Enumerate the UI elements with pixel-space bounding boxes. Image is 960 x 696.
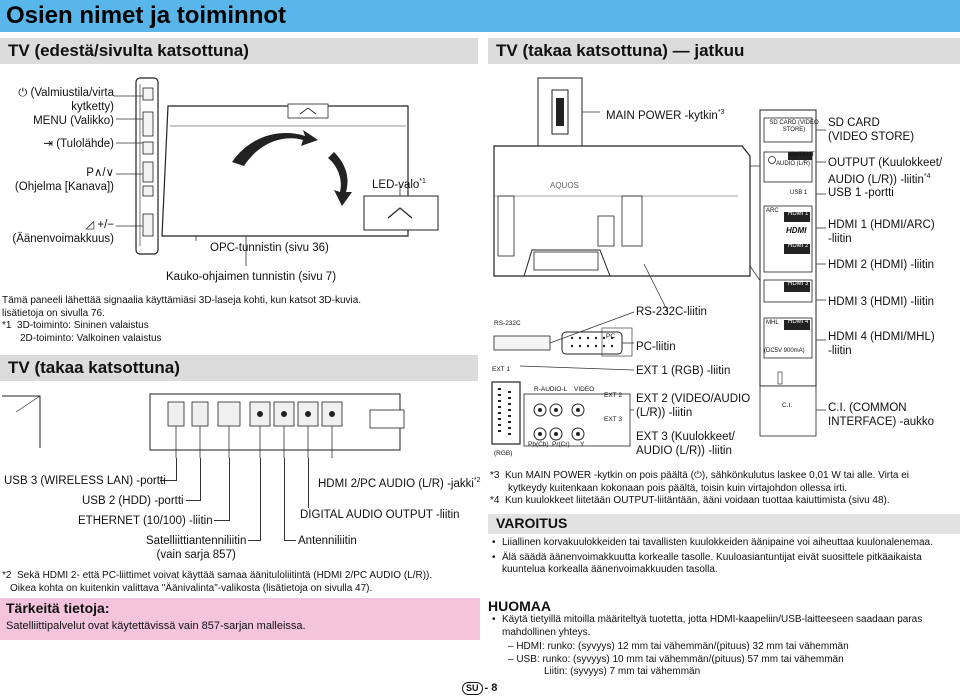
panel-usb1: USB 1 bbox=[790, 190, 808, 196]
important-info-box bbox=[0, 598, 480, 640]
leader-satellite-h bbox=[248, 540, 261, 541]
label-input: ⇥ (Tulolähde) bbox=[43, 138, 114, 150]
label-usb3: USB 3 (WIRELESS LAN) -portti bbox=[4, 475, 166, 487]
panel-sd-card: SD CARD (VIDEO STORE) bbox=[769, 120, 819, 133]
label-hdmi2pc: HDMI 2/PC AUDIO (L/R) -jakki$^{*2}$ bbox=[318, 477, 481, 490]
panel-video: VIDEO bbox=[574, 386, 595, 393]
panel-ext3: EXT 3 bbox=[604, 416, 622, 423]
page-number: SU - 8 bbox=[462, 682, 497, 695]
label-digital-audio: DIGITAL AUDIO OUTPUT -liitin bbox=[300, 509, 460, 521]
panel-hdmi2: HDMI 2 bbox=[788, 243, 809, 249]
label-main-power: MAIN POWER -kytkin$^{*3}$ bbox=[606, 109, 725, 122]
warning-header bbox=[488, 514, 960, 534]
label-satellite: Satelliittiantenniliitin (vain sarja 857) bbox=[146, 535, 247, 561]
panel-pb: Pb(Cb) bbox=[528, 441, 549, 448]
panel-ci: C.I. bbox=[782, 402, 793, 409]
front-notes: Tämä paneeli lähettää signaalia käyttämiäsi 3D-laseja kohti, kun katsot 3D-kuvia. lisätietoja on sivulla 76. *1 3D-toiminto: Sininen valaistus 2D-toiminto: Valkoinen valaistus bbox=[2, 295, 362, 344]
label-hdmi2: HDMI 2 (HDMI) -liitin bbox=[828, 259, 935, 271]
note-sub-usb: – USB: runko: (syvyys) 10 mm tai vähemmän/(pituus) 57 mm tai vähemmän bbox=[508, 653, 844, 665]
leader-antenna bbox=[284, 458, 285, 540]
panel-dc5v: (DC5V 900mA) bbox=[764, 348, 805, 354]
label-output: OUTPUT (Kuulokkeet/ AUDIO (L/R)) -liitin$^{*4}$ bbox=[828, 157, 943, 186]
warning-item: • Älä säädä äänenvoimakkuutta korkealle tasolle. Kuuloasiantuntijat eivät suosittele pitkäaikaista kuuntelua korkealla äänenvoimakkuuden tasolla. bbox=[490, 552, 958, 577]
panel-rs232c: RS-232C bbox=[494, 320, 521, 327]
important-title: Tärkeitä tietoja: bbox=[6, 600, 110, 616]
panel-rgb: (RGB) bbox=[494, 450, 513, 457]
leader-digital-audio bbox=[308, 458, 309, 508]
label-channel: P∧/∨ (Ohjelma [Kanava]) bbox=[14, 167, 114, 193]
label-ci: C.I. (COMMON INTERFACE) -aukko bbox=[828, 402, 935, 428]
warning-item: • Liiallinen korvakuulokkeiden tai tavallisten kuulokkeiden äänipaine voi aiheuttaa kuulonalenemaa. bbox=[490, 537, 958, 550]
label-remote-sensor: Kauko-ohjaimen tunnistin (sivu 7) bbox=[166, 271, 337, 283]
leader-ethernet bbox=[229, 458, 230, 520]
ext1-scart bbox=[492, 382, 520, 444]
label-volume: ◿ +/− (Äänenvoimakkuus) bbox=[12, 219, 114, 245]
panel-ext2: EXT 2 bbox=[604, 392, 622, 399]
section-rear bbox=[0, 355, 478, 381]
section-rear-continued bbox=[488, 38, 960, 64]
leader-usb2 bbox=[200, 458, 201, 500]
aquos-logo: AQUOS bbox=[550, 181, 579, 190]
channel-up-down-icon: ∧/∨ bbox=[93, 167, 114, 179]
label-hdmi1: HDMI 1 (HDMI/ARC) -liitin bbox=[828, 219, 935, 245]
label-sd-card: SD CARD (VIDEO STORE) bbox=[828, 117, 915, 143]
note-sub-hdmi: – HDMI: runko: (syvyys) 12 mm tai vähemmän/(pituus) 32 mm tai vähemmän bbox=[508, 641, 849, 652]
note-list bbox=[490, 614, 958, 679]
label-menu: MENU (Valikko) bbox=[33, 115, 114, 127]
language-badge: SU bbox=[462, 682, 483, 695]
label-standby: ⏻ (Valmiustila/virta kytketty) bbox=[18, 87, 114, 113]
panel-output: OUTPUT bbox=[790, 152, 815, 158]
important-body: Satelliittipalvelut ovat käytettävissä vain 857-sarjan malleissa. bbox=[6, 620, 306, 632]
label-led: LED-valo$^{*1}$ bbox=[372, 178, 426, 191]
warning-list bbox=[490, 537, 958, 579]
warning-title: VAROITUS bbox=[496, 515, 568, 531]
label-ethernet: ETHERNET (10/100) -liitin bbox=[78, 515, 213, 527]
footnotes-right: *3 Kun MAIN POWER -kytkin on pois päältä (⏻), sähkönkulutus laskee 0,01 W tai alle. Virta ei kytkeydy kuitenkaan kokonaan pois päältä, toisin kuin virtajohdon ollessa irti. *4 Kun kuulokkeet liitetään OUTPUT-liitäntään, ääni voidaan tuottaa kaiuttimista (sivu 48). bbox=[490, 470, 910, 506]
label-opc: OPC-tunnistin (sivu 36) bbox=[210, 242, 329, 254]
panel-r-audio-l: R-AUDIO-L bbox=[534, 386, 568, 393]
panel-mhl: MHL bbox=[766, 320, 779, 326]
leader-satellite bbox=[260, 458, 261, 540]
panel-hdmi3: HDMI 3 bbox=[788, 281, 809, 287]
label-ext3: EXT 3 (Kuulokkeet/ AUDIO (L/R)) -liitin bbox=[636, 431, 735, 457]
input-icon: ⇥ bbox=[43, 138, 57, 150]
leader-usb3 bbox=[176, 458, 177, 480]
label-ext1: EXT 1 (RGB) -liitin bbox=[636, 365, 731, 377]
panel-y: Y bbox=[580, 441, 585, 448]
panel-pr: Pr(Cr) bbox=[552, 441, 570, 448]
volume-icon: ◿ bbox=[85, 219, 98, 231]
note-item: • Käytä tietyillä mitoilla määriteltyä tuotetta, jotta HDMI-kaapeliin/USB-laitteeseen saadaan paras mahdollinen yhteys. bbox=[490, 614, 958, 639]
label-ext2: EXT 2 (VIDEO/AUDIO (L/R)) -liitin bbox=[636, 393, 751, 419]
leader-usb2-h bbox=[186, 500, 201, 501]
page-title-bar bbox=[0, 0, 960, 32]
panel-pc: PC bbox=[606, 333, 616, 340]
section-front-side-title: TV (edestä/sivulta katsottuna) bbox=[8, 41, 249, 60]
panel-ext1: EXT 1 bbox=[492, 366, 510, 373]
label-usb1: USB 1 -portti bbox=[828, 187, 894, 199]
panel-arc: ARC bbox=[766, 208, 779, 214]
rear-terminal-diagram bbox=[0, 388, 478, 458]
section-front-side bbox=[0, 38, 478, 64]
label-pc: PC-liitin bbox=[636, 341, 676, 353]
panel-hdmi4: HDMI 4 bbox=[788, 319, 809, 325]
label-hdmi4: HDMI 4 (HDMI/MHL) -liitin bbox=[828, 331, 935, 357]
label-rs232c: RS-232C-liitin bbox=[636, 306, 707, 318]
label-antenna: Antenniliitin bbox=[298, 535, 357, 547]
leader-ethernet-h bbox=[214, 520, 230, 521]
rear-footnote: *2 Sekä HDMI 2- että PC-liittimet voivat käyttää samaa äänituloliitintä (HDMI 2/PC AUDIO (L/R)). Oikea kohta on kuitenkin valittava "Äänivalinta"-valikosta (lisätietoja on sivulla 47). bbox=[2, 570, 433, 594]
section-rear-title: TV (takaa katsottuna) bbox=[8, 358, 180, 377]
led-window bbox=[364, 196, 438, 230]
page-title: Osien nimet ja toiminnot bbox=[6, 2, 287, 29]
label-hdmi3: HDMI 3 (HDMI) -liitin bbox=[828, 296, 935, 308]
note-title: HUOMAA bbox=[488, 598, 551, 614]
panel-audio-lr: AUDIO (L/R) bbox=[776, 161, 811, 167]
power-icon: ⏻ bbox=[18, 87, 31, 99]
section-rear-continued-title: TV (takaa katsottuna) — jatkuu bbox=[496, 41, 745, 60]
note-sub-connector: Liitin: (syvyys) 7 mm tai vähemmän bbox=[544, 666, 701, 677]
label-usb2: USB 2 (HDD) -portti bbox=[82, 495, 184, 507]
hdmi-logo: HDMI bbox=[786, 226, 807, 235]
leader-antenna-h bbox=[284, 540, 296, 541]
panel-hdmi1: HDMI 1 bbox=[788, 211, 809, 217]
